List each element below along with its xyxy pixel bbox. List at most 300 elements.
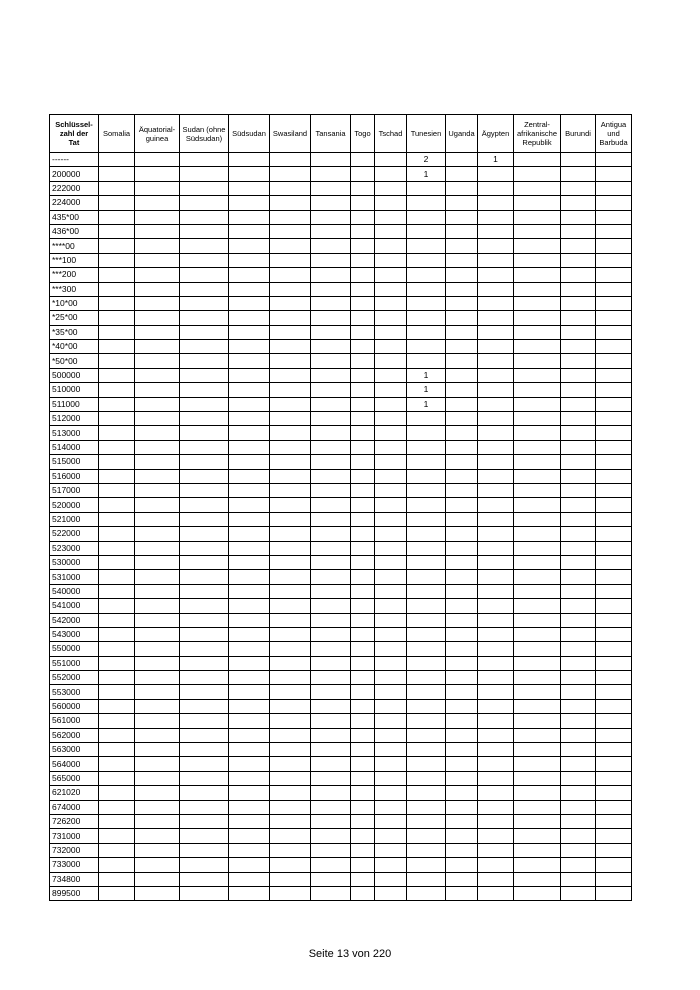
table-cell xyxy=(596,325,632,339)
table-cell xyxy=(270,584,311,598)
table-cell xyxy=(351,153,375,167)
table-cell xyxy=(375,239,407,253)
table-cell xyxy=(270,656,311,670)
table-cell xyxy=(311,872,351,886)
table-cell xyxy=(446,512,478,526)
table-cell xyxy=(407,224,446,238)
table-cell xyxy=(407,239,446,253)
table-cell xyxy=(407,483,446,497)
table-cell xyxy=(561,239,596,253)
column-header: Togo xyxy=(351,115,375,153)
table-cell xyxy=(375,584,407,598)
table-cell xyxy=(229,224,270,238)
table-cell: 1 xyxy=(407,383,446,397)
table-cell xyxy=(180,627,229,641)
table-row xyxy=(50,397,632,411)
table-cell xyxy=(561,455,596,469)
table-cell xyxy=(478,642,514,656)
table-cell xyxy=(446,685,478,699)
table-cell xyxy=(514,786,561,800)
table-cell xyxy=(375,153,407,167)
row-key-cell: 436*00 xyxy=(50,224,99,238)
table-cell xyxy=(407,498,446,512)
table-row xyxy=(50,599,632,613)
table-cell xyxy=(135,153,180,167)
table-cell xyxy=(180,282,229,296)
table-cell xyxy=(229,613,270,627)
table-cell xyxy=(351,181,375,195)
table-cell xyxy=(229,512,270,526)
table-cell xyxy=(351,196,375,210)
table-cell xyxy=(351,656,375,670)
table-cell xyxy=(135,181,180,195)
table-cell xyxy=(229,858,270,872)
table-cell xyxy=(311,541,351,555)
table-cell xyxy=(514,541,561,555)
table-cell xyxy=(478,210,514,224)
row-key-cell: 222000 xyxy=(50,181,99,195)
table-cell xyxy=(407,412,446,426)
table-cell xyxy=(596,397,632,411)
table-cell xyxy=(99,814,135,828)
table-cell xyxy=(478,282,514,296)
table-cell xyxy=(229,656,270,670)
table-cell xyxy=(180,757,229,771)
table-cell xyxy=(180,340,229,354)
table-cell xyxy=(311,383,351,397)
table-cell xyxy=(478,167,514,181)
table-row xyxy=(50,239,632,253)
table-cell xyxy=(375,368,407,382)
table-cell xyxy=(311,527,351,541)
table-cell xyxy=(375,714,407,728)
table-cell xyxy=(596,627,632,641)
table-cell xyxy=(375,512,407,526)
table-cell xyxy=(180,829,229,843)
table-cell xyxy=(229,196,270,210)
table-cell xyxy=(229,555,270,569)
table-cell xyxy=(270,455,311,469)
row-key-cell: 435*00 xyxy=(50,210,99,224)
table-cell xyxy=(407,699,446,713)
table-cell xyxy=(311,613,351,627)
table-cell xyxy=(561,843,596,857)
table-cell xyxy=(446,311,478,325)
table-cell xyxy=(514,699,561,713)
table-cell xyxy=(99,210,135,224)
table-cell xyxy=(407,613,446,627)
row-key-cell: 515000 xyxy=(50,455,99,469)
table-cell xyxy=(311,325,351,339)
table-cell xyxy=(99,311,135,325)
table-cell xyxy=(311,800,351,814)
table-cell xyxy=(270,843,311,857)
table-cell xyxy=(514,627,561,641)
table-cell xyxy=(561,872,596,886)
table-cell xyxy=(596,771,632,785)
table-cell xyxy=(407,843,446,857)
row-key-cell: 560000 xyxy=(50,699,99,713)
table-cell xyxy=(311,153,351,167)
table-cell xyxy=(407,584,446,598)
table-cell xyxy=(351,426,375,440)
table-cell xyxy=(407,541,446,555)
table-cell xyxy=(135,512,180,526)
table-cell xyxy=(407,253,446,267)
row-key-cell: 517000 xyxy=(50,483,99,497)
table-cell xyxy=(270,714,311,728)
table-cell xyxy=(446,771,478,785)
table-cell xyxy=(375,340,407,354)
row-key-cell: ****00 xyxy=(50,239,99,253)
table-cell xyxy=(596,699,632,713)
table-cell xyxy=(135,786,180,800)
table-cell xyxy=(446,656,478,670)
table-cell xyxy=(135,527,180,541)
table-cell xyxy=(311,642,351,656)
table-cell xyxy=(596,282,632,296)
table-cell xyxy=(270,743,311,757)
table-cell xyxy=(351,239,375,253)
table-cell xyxy=(229,743,270,757)
table-cell xyxy=(596,584,632,598)
table-cell xyxy=(351,743,375,757)
table-cell xyxy=(99,771,135,785)
table-cell xyxy=(596,181,632,195)
table-cell xyxy=(514,311,561,325)
table-cell xyxy=(270,253,311,267)
table-row xyxy=(50,311,632,325)
table-cell xyxy=(407,455,446,469)
table-cell xyxy=(375,253,407,267)
table-cell xyxy=(596,253,632,267)
table-cell xyxy=(99,656,135,670)
table-cell xyxy=(180,167,229,181)
table-cell xyxy=(514,296,561,310)
table-cell xyxy=(446,613,478,627)
row-key-cell: 542000 xyxy=(50,613,99,627)
table-cell xyxy=(99,527,135,541)
table-cell xyxy=(180,843,229,857)
table-cell xyxy=(135,627,180,641)
table-cell xyxy=(180,440,229,454)
table-cell xyxy=(561,642,596,656)
table-cell xyxy=(135,224,180,238)
table-cell xyxy=(351,354,375,368)
table-cell xyxy=(270,541,311,555)
table-cell xyxy=(446,541,478,555)
table-cell xyxy=(407,426,446,440)
table-cell xyxy=(229,167,270,181)
table-cell xyxy=(135,325,180,339)
row-key-cell: 500000 xyxy=(50,368,99,382)
table-cell xyxy=(446,714,478,728)
row-key-cell: ***300 xyxy=(50,282,99,296)
table-cell xyxy=(446,584,478,598)
table-cell xyxy=(99,872,135,886)
table-cell xyxy=(407,196,446,210)
table-row xyxy=(50,354,632,368)
table-cell xyxy=(351,296,375,310)
row-key-cell: 224000 xyxy=(50,196,99,210)
table-cell xyxy=(596,167,632,181)
column-header: Äquatorial- guinea xyxy=(135,115,180,153)
table-cell xyxy=(446,426,478,440)
table-cell xyxy=(99,153,135,167)
table-cell xyxy=(229,886,270,900)
table-cell xyxy=(446,483,478,497)
table-cell xyxy=(478,671,514,685)
table-cell xyxy=(514,239,561,253)
table-cell xyxy=(135,311,180,325)
table-cell xyxy=(99,728,135,742)
table-cell xyxy=(375,627,407,641)
table-cell xyxy=(561,570,596,584)
table-cell xyxy=(135,210,180,224)
row-key-cell: 734800 xyxy=(50,872,99,886)
table-cell xyxy=(135,743,180,757)
table-cell xyxy=(561,771,596,785)
table-cell xyxy=(180,613,229,627)
table-cell xyxy=(478,311,514,325)
table-cell xyxy=(514,886,561,900)
table-cell xyxy=(561,268,596,282)
table-cell xyxy=(351,527,375,541)
row-key-cell: 531000 xyxy=(50,570,99,584)
table-cell xyxy=(478,483,514,497)
table-cell xyxy=(514,282,561,296)
row-key-cell: 521000 xyxy=(50,512,99,526)
table-cell xyxy=(514,426,561,440)
table-row xyxy=(50,642,632,656)
table-cell xyxy=(270,627,311,641)
column-header: Südsudan xyxy=(229,115,270,153)
table-cell xyxy=(596,354,632,368)
table-cell xyxy=(375,814,407,828)
table-cell xyxy=(351,167,375,181)
table-row xyxy=(50,555,632,569)
table-cell xyxy=(407,354,446,368)
table-cell xyxy=(351,383,375,397)
table-cell xyxy=(407,671,446,685)
row-key-cell: *35*00 xyxy=(50,325,99,339)
table-cell xyxy=(229,771,270,785)
table-cell xyxy=(135,656,180,670)
table-cell xyxy=(375,699,407,713)
table-cell xyxy=(180,311,229,325)
table-cell xyxy=(99,469,135,483)
row-key-cell: 899500 xyxy=(50,886,99,900)
table-cell: 2 xyxy=(407,153,446,167)
table-cell xyxy=(514,843,561,857)
table-cell xyxy=(180,858,229,872)
table-cell xyxy=(596,613,632,627)
table-cell xyxy=(135,440,180,454)
table-cell xyxy=(478,512,514,526)
table-cell xyxy=(407,311,446,325)
table-cell xyxy=(478,426,514,440)
table-cell xyxy=(375,483,407,497)
table-cell xyxy=(180,397,229,411)
table-cell xyxy=(596,671,632,685)
table-row xyxy=(50,613,632,627)
table-cell xyxy=(311,599,351,613)
table-cell xyxy=(561,412,596,426)
table-cell xyxy=(446,296,478,310)
row-key-cell: 726200 xyxy=(50,814,99,828)
table-row xyxy=(50,814,632,828)
table-cell xyxy=(180,541,229,555)
table-cell xyxy=(514,800,561,814)
table-cell xyxy=(375,757,407,771)
table-cell xyxy=(270,426,311,440)
table-cell xyxy=(561,555,596,569)
table-cell xyxy=(407,555,446,569)
table-cell xyxy=(478,268,514,282)
table-cell xyxy=(561,340,596,354)
table-cell xyxy=(351,814,375,828)
table-cell xyxy=(99,383,135,397)
row-key-cell: 514000 xyxy=(50,440,99,454)
row-key-cell: 513000 xyxy=(50,426,99,440)
table-cell xyxy=(446,814,478,828)
table-row xyxy=(50,469,632,483)
table-cell xyxy=(351,397,375,411)
table-cell xyxy=(311,440,351,454)
table-cell xyxy=(446,843,478,857)
row-key-cell: 511000 xyxy=(50,397,99,411)
table-cell xyxy=(311,296,351,310)
table-cell xyxy=(270,671,311,685)
row-key-cell: *25*00 xyxy=(50,311,99,325)
table-cell xyxy=(514,196,561,210)
table-row xyxy=(50,498,632,512)
table-cell xyxy=(351,714,375,728)
row-key-cell: 621020 xyxy=(50,786,99,800)
table-cell xyxy=(596,843,632,857)
row-key-cell: 565000 xyxy=(50,771,99,785)
table-cell xyxy=(99,296,135,310)
table-cell xyxy=(270,886,311,900)
table-cell xyxy=(351,253,375,267)
table-row xyxy=(50,153,632,167)
table-cell xyxy=(478,325,514,339)
table-cell xyxy=(375,181,407,195)
table-cell xyxy=(446,886,478,900)
table-cell xyxy=(229,210,270,224)
table-cell xyxy=(229,685,270,699)
table-row xyxy=(50,757,632,771)
table-cell xyxy=(478,627,514,641)
table-cell xyxy=(270,153,311,167)
table-row xyxy=(50,771,632,785)
table-cell xyxy=(514,771,561,785)
table-cell xyxy=(407,627,446,641)
table-row xyxy=(50,181,632,195)
table-cell xyxy=(270,239,311,253)
table-cell xyxy=(514,268,561,282)
table-cell xyxy=(407,800,446,814)
table-cell xyxy=(229,153,270,167)
table-cell xyxy=(407,656,446,670)
table-cell xyxy=(180,584,229,598)
table-cell xyxy=(180,671,229,685)
table-cell xyxy=(135,800,180,814)
table-cell xyxy=(135,268,180,282)
table-row xyxy=(50,455,632,469)
table-cell xyxy=(270,786,311,800)
table-cell xyxy=(446,599,478,613)
table-cell xyxy=(229,671,270,685)
table-cell xyxy=(446,368,478,382)
table-cell xyxy=(180,642,229,656)
table-cell xyxy=(311,656,351,670)
table-cell xyxy=(446,728,478,742)
table-cell xyxy=(407,570,446,584)
table-cell xyxy=(270,368,311,382)
table-cell xyxy=(561,440,596,454)
table-cell xyxy=(270,325,311,339)
table-cell xyxy=(446,412,478,426)
table-cell xyxy=(135,412,180,426)
table-row xyxy=(50,584,632,598)
table-cell xyxy=(375,570,407,584)
table-cell xyxy=(375,196,407,210)
table-cell xyxy=(478,253,514,267)
table-cell xyxy=(514,354,561,368)
table-cell xyxy=(375,383,407,397)
table-cell xyxy=(311,771,351,785)
table-cell xyxy=(311,354,351,368)
table-cell xyxy=(514,613,561,627)
table-cell xyxy=(351,282,375,296)
table-cell xyxy=(270,771,311,785)
table-row xyxy=(50,656,632,670)
table-cell xyxy=(270,498,311,512)
table-cell xyxy=(99,253,135,267)
table-cell xyxy=(135,167,180,181)
table-cell xyxy=(407,714,446,728)
table-cell xyxy=(311,253,351,267)
column-header: Swasiland xyxy=(270,115,311,153)
table-cell xyxy=(229,340,270,354)
table-cell xyxy=(596,786,632,800)
table-cell xyxy=(596,483,632,497)
table-cell xyxy=(375,671,407,685)
table-cell xyxy=(375,858,407,872)
table-cell xyxy=(446,498,478,512)
table-cell xyxy=(596,469,632,483)
column-header: Antigua und Barbuda xyxy=(596,115,632,153)
table-cell xyxy=(229,599,270,613)
table-cell xyxy=(478,498,514,512)
table-cell xyxy=(351,483,375,497)
table-cell xyxy=(446,555,478,569)
table-cell xyxy=(596,210,632,224)
table-cell xyxy=(180,196,229,210)
table-cell xyxy=(351,224,375,238)
table-cell xyxy=(375,642,407,656)
table-row xyxy=(50,685,632,699)
table-cell xyxy=(351,786,375,800)
table-row xyxy=(50,224,632,238)
table-cell xyxy=(351,555,375,569)
table-cell xyxy=(561,627,596,641)
table-cell xyxy=(351,858,375,872)
table-cell xyxy=(596,714,632,728)
table-row xyxy=(50,527,632,541)
table-cell xyxy=(478,412,514,426)
